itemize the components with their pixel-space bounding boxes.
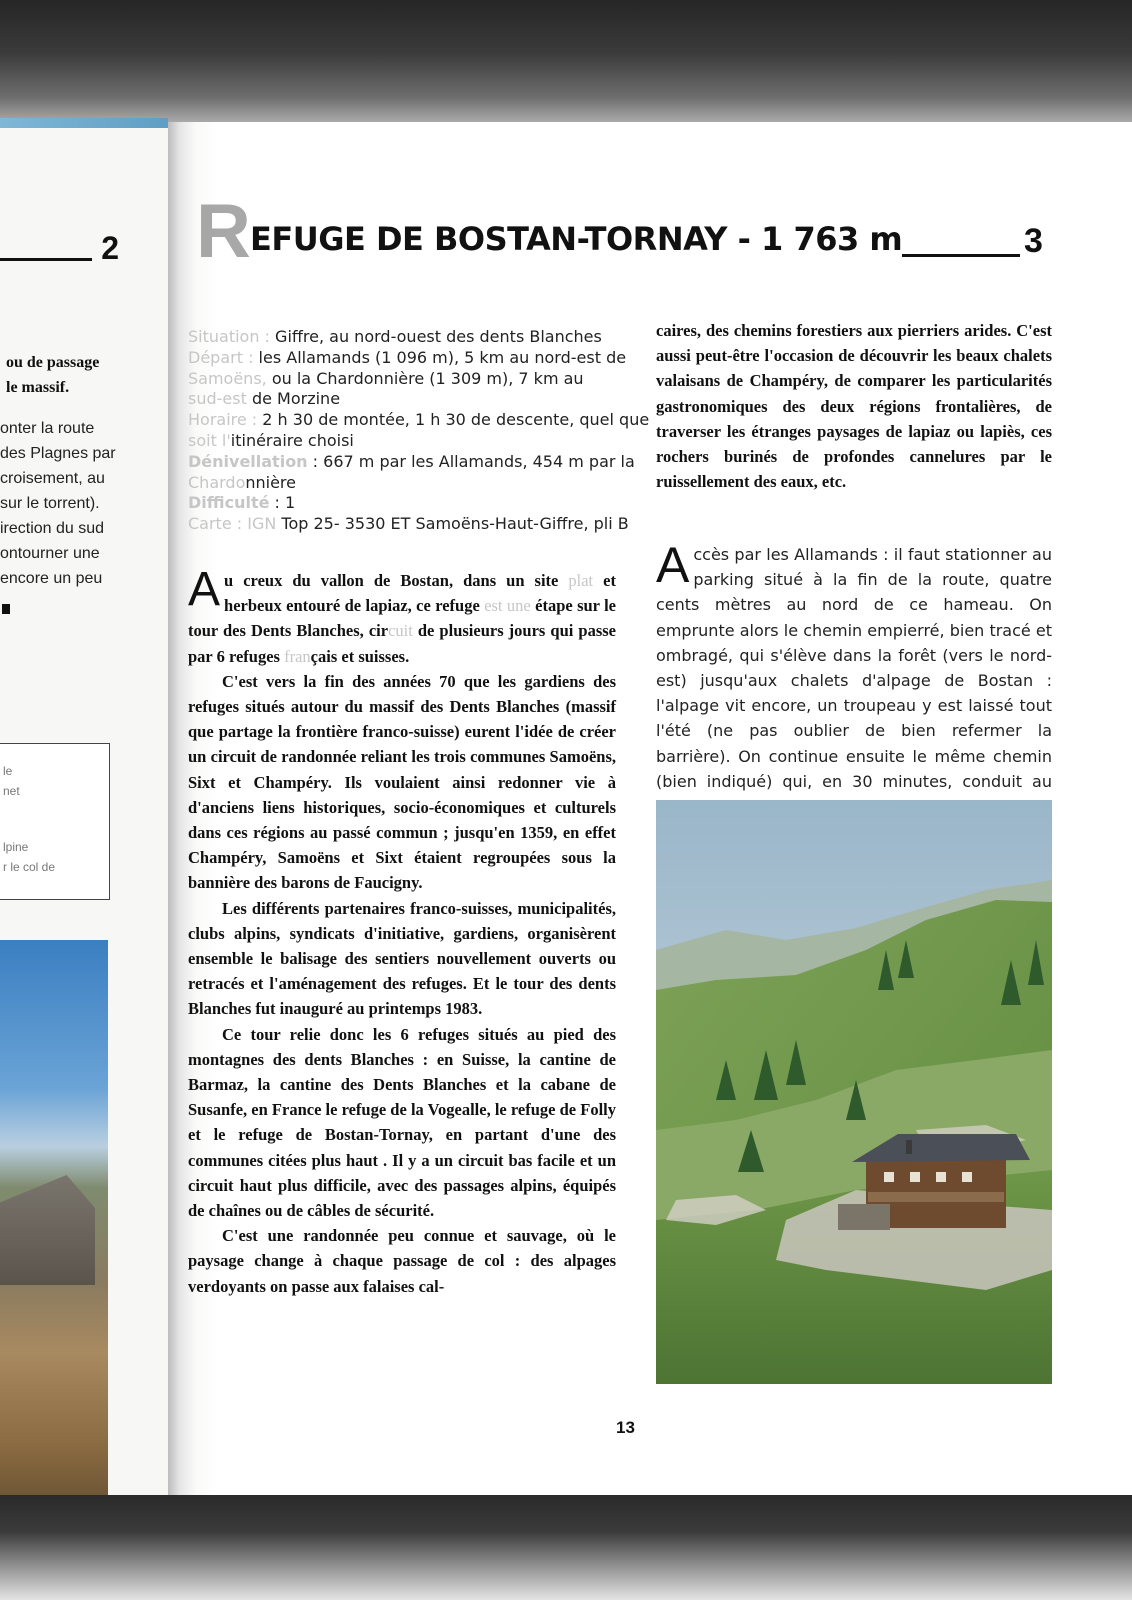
dropcap-letter: A [188, 563, 221, 616]
left-body-text [0, 416, 118, 591]
text-run: étape sur le tour des Dents Blanches, cir [188, 596, 616, 641]
access-text: ccès par les Allamands : il faut stationner au parking situé à la fin de la route, quatre cents mètres au nord de ce hameau. On emprunte alors le chemin empierré, bien tracé et ombragé, qui s'élève dans la forêt (vers le nord-est) jusqu'aux chalets d'alpage de Bostan : l'alpage vit encore, un troupeau y est laissé tout l'été (ne pas oublier de bien refermer la barrière). On continue ensuite le même chemin (bien indiqué) qui, en 30 minutes, conduit au [656, 545, 1052, 791]
info-label: Horaire : [188, 410, 263, 430]
info-line-depart [188, 348, 628, 369]
left-box-line: r le col de [3, 860, 56, 874]
paragraph-landscape: C'est une randonnée peu connue et sauvage, où le paysage change à chaque passage de col : des alpages verdoyants on passe aux falaises cal- [188, 1226, 616, 1296]
text-run: et herbeux entouré de lapiaz, ce refuge [224, 571, 616, 616]
text-run: u creux du vallon de Bostan, dans un site [224, 571, 569, 590]
info-label: soit l' [188, 430, 231, 450]
left-photo-house [0, 1175, 95, 1285]
info-label: Difficulté [188, 493, 270, 513]
refuge-photo [656, 800, 1052, 1384]
info-label: Chardo [188, 472, 246, 492]
info-value: ou la Chardonnière (1 309 m), 7 km au [266, 368, 584, 388]
text-run-faded: plat [568, 571, 594, 590]
info-label: Dénivellation [188, 451, 308, 471]
left-page [0, 118, 168, 1498]
info-label: Situation : [188, 327, 270, 346]
info-value: nnière [245, 472, 296, 492]
info-value: itinéraire choisi [230, 430, 354, 450]
article-column-2-continuation: caires, des chemins forestiers aux pierriers arides. C'est aussi peut-être l'occasion de découvrir les beaux chalets valaisans de Champéry, de comparer les particularités gastronomiques des deux régions frontalières, de traverser les étranges paysages de lapiaz ou lapiès, ces rochers burinés de profondes cannelures par le ruissellement des eaux, etc. [656, 321, 1052, 492]
info-line-carte [188, 514, 628, 535]
left-body-line: encore un peu [0, 570, 103, 587]
info-line-difficulte [188, 493, 628, 514]
left-box-line: lpine [3, 840, 29, 854]
left-chapter-number [0, 230, 125, 270]
info-line-denivellation [188, 451, 635, 473]
text-run-faded: cuit [388, 621, 413, 641]
info-value: Giffre, au nord-ouest des dents Blanches [269, 327, 602, 346]
info-label: Samoëns, [188, 368, 267, 388]
left-page-blue-strip [0, 118, 168, 128]
text-run-faded: est une [484, 596, 531, 616]
article-column-1 [188, 563, 616, 1299]
left-box-line: le [3, 764, 13, 778]
end-square-icon [2, 604, 10, 614]
info-line-situation [188, 327, 628, 348]
text-run-faded: fran [284, 646, 311, 666]
info-value: : 667 m par les Allamands, 454 m par la [307, 451, 635, 471]
chapter-number: 3 [1024, 222, 1043, 260]
page-number: 13 [616, 1418, 635, 1437]
scanner-bottom-edge [0, 1495, 1132, 1600]
left-bold-line: ou de passage [6, 354, 100, 371]
left-body-line: sur le torrent). [0, 495, 100, 512]
info-value: Top 25- 3530 ET Samoëns-Haut-Giffre, pli B [276, 514, 629, 534]
left-body-line: onter la route [0, 420, 95, 437]
left-bold-text [6, 350, 136, 400]
paragraph-history: C'est vers la fin des années 70 que les gardiens des refuges situés autour du massif des Dents Blanches (massif que partage la frontière franco-suisse) eurent l'idée de créer un circuit de randonnée reliant les trois communes Samoëns, Sixt et Champéry. Ils voulaient ainsi redonner vie à d'anciens liens historiques, socio-économiques et culturels dans ces régions au passé commun ; jusqu'en 1359, en effet Champéry, Samoëns et Sixt étaient regroupées sous la bannière des barons de Faucigny. [188, 671, 616, 893]
access-paragraph [656, 537, 1052, 819]
right-page [168, 122, 1132, 1498]
title-rule [902, 254, 1020, 257]
info-line-horaire-cont [188, 431, 628, 452]
left-info-box [0, 743, 110, 900]
route-info-block [188, 327, 650, 535]
info-line-depart-cont [188, 389, 628, 410]
info-label: sud-est [188, 389, 247, 409]
info-line-depart-cont [188, 369, 628, 390]
left-body-line: irection du sud [0, 520, 105, 537]
info-line-horaire [188, 410, 650, 431]
info-value: 2 h 30 de montée, 1 h 30 de descente, quel que [262, 410, 650, 430]
paragraph-tour: Ce tour relie donc les 6 refuges situés au pied des montagnes des dents Blanches : en Suisse, la cantine de Barmaz, la cantine des Dents Blanches et la cabane de Susanfe, en France le refuge de la Vogealle, le refuge de Folly et le refuge de Bostan-Tornay, en partant d'une des communes citées plus haut . Il y a un circuit bas facile et un circuit haut plus difficile, avec des passages alpins, équipés de chaînes ou de câbles de sécurité. [188, 1024, 616, 1221]
info-label: Départ : [188, 347, 259, 367]
left-body-line: croisement, au [0, 470, 105, 487]
chapter-title [196, 189, 1096, 274]
info-value: les Allamands (1 096 m), 5 km au nord-est de [258, 347, 627, 367]
info-value: : 1 [269, 493, 296, 513]
left-body-line: ontourner une [0, 545, 100, 562]
info-value: de Morzine [246, 389, 341, 409]
info-label: Carte : IGN [188, 514, 277, 534]
left-photo-chalet [0, 940, 108, 1498]
scanner-top-edge [0, 0, 1132, 130]
title-initial: R [196, 189, 251, 274]
left-chapter-digit: 2 [101, 230, 119, 266]
info-line-denivellation-cont [188, 473, 628, 494]
left-chapter-rule [0, 258, 92, 261]
left-box-line: net [3, 784, 20, 798]
dropcap-letter: A [656, 537, 690, 593]
text-run: de plusieurs jours qui passe par 6 refuges [188, 621, 616, 666]
left-body-line: des Plagnes par [0, 445, 116, 462]
paragraph-intro [188, 563, 616, 669]
paragraph-partners: Les différents partenaires franco-suisses, municipalités, clubs alpins, syndicats d'initiative, gardiens, organisèrent ensemble le balisage des sentiers nouvellement ouverts ou retracés et l'aménagement des refuges. Et le tour des dents Blanches fut inauguré au printemps 1983. [188, 898, 616, 1019]
left-bold-line: le massif. [6, 379, 70, 396]
title-text: EFUGE DE BOSTAN-TORNAY - 1 763 m [250, 220, 903, 258]
refuge-photo-image [656, 800, 1052, 1384]
text-run: çais et suisses. [310, 646, 410, 666]
